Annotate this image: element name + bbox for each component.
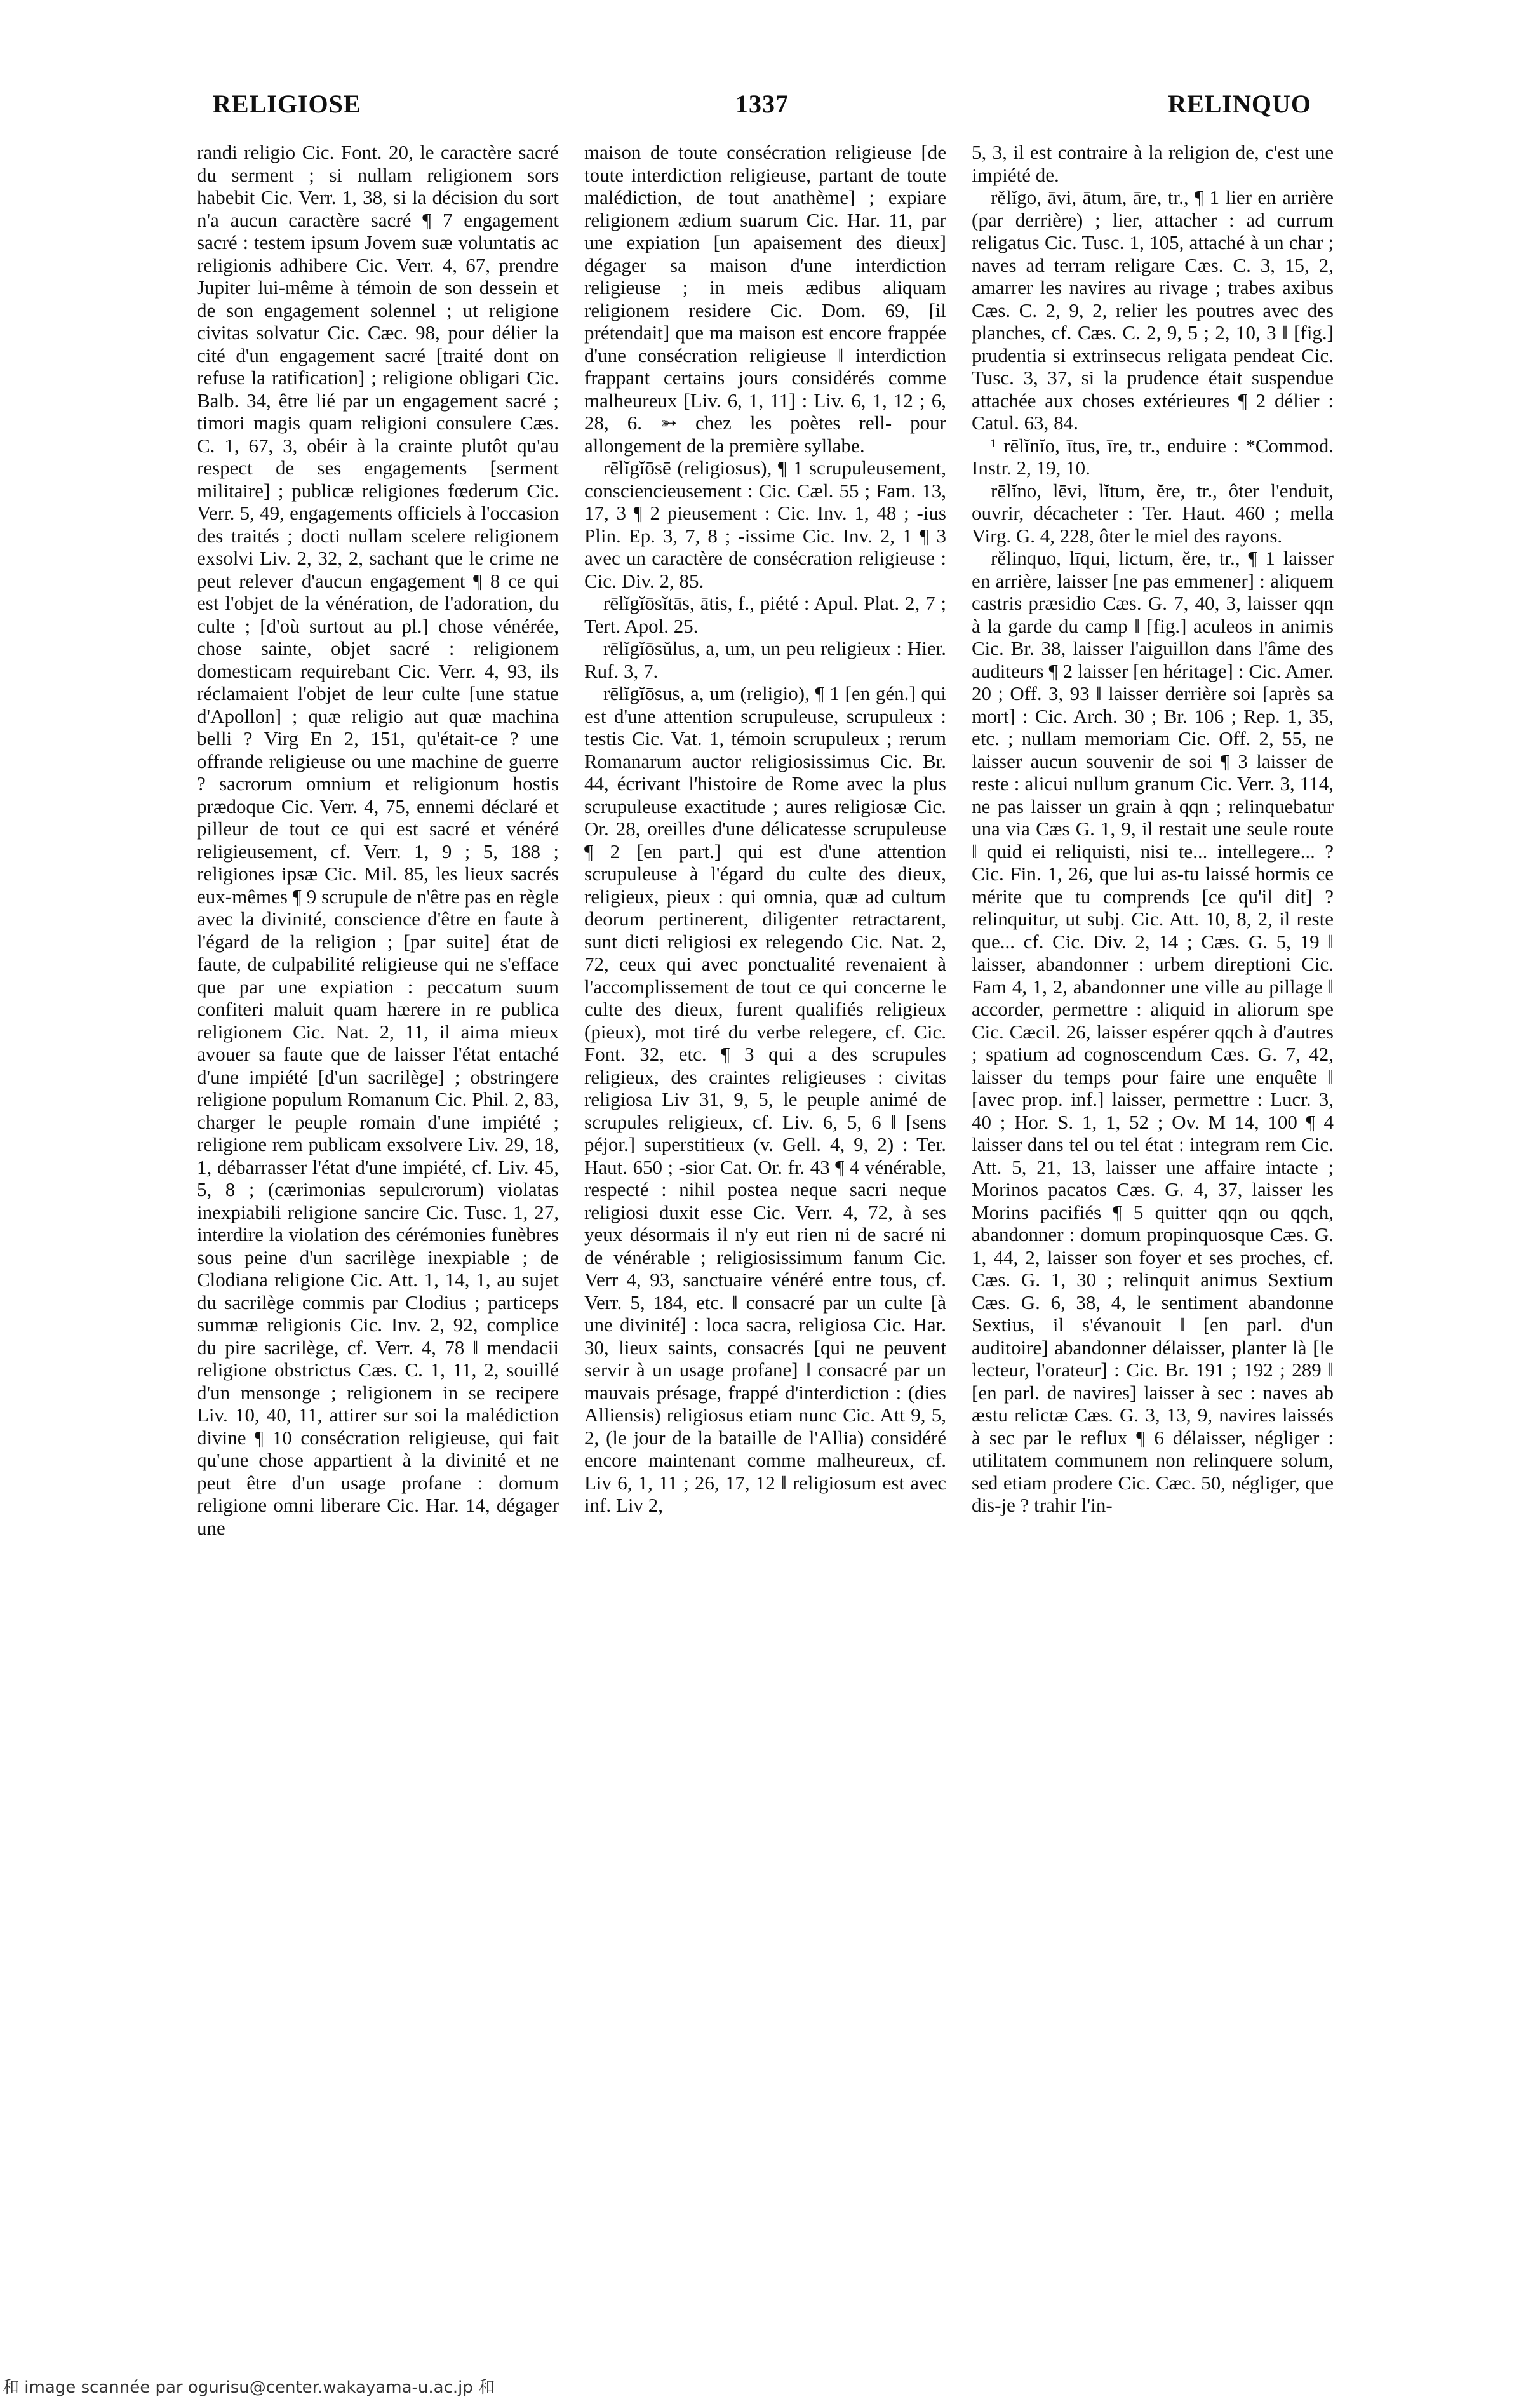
entry-continuation: 5, 3, il est contraire à la religion de, c'est une impiété de. [972,141,1334,186]
entry-continuation: maison de toute consécration religieuse [de toute interdiction religieuse, partant de toute malédiction, de tout anathème] ; expiare religionem ædium suarum Cic. Har. 11, par une expiation [un apaisement des dieux] dégager sa maison d'une interdiction religieuse ; in meis ædibus aliquam religionem residere Cic. Dom. 69, [il prétendait] que ma maison est encore frappée d'une consécration religieuse ‖ interdiction frappant certains jours considérés comme malheureux [Liv. 6, 1, 11] : Liv. 6, 1, 12 ; 6, 28, 6. ➳ chez les poètes rell- pour allongement de la première syllabe. [584,141,946,457]
page-number: 1337 [735,90,789,118]
entry-relinquo: rĕlinquo, līqui, lictum, ĕre, tr., ¶ 1 laisser en arrière, laisser [ne pas emmener] : aliquem castris præsidio Cæs. G. 7, 40, 3, laisser qqn à la garde du camp ‖ [fig.] aculeos in animis Cic. Br. 38, laisser l'aiguillon dans l'âme des auditeurs ¶ 2 laisser [en héritage] : Cic. Amer. 20 ; Off. 3, 93 ‖ laisser derrière soi [après sa mort] : Cic. Arch. 30 ; Br. 106 ; Rep. 1, 35, etc. ; nullam memoriam Cic. Off. 2, 55, ne laisser aucun souvenir de soi ¶ 3 laisser de reste : alicui nullum granum Cic. Verr. 3, 114, ne pas laisser un grain à qqn ; relinquebatur una via Cæs G. 1, 9, il restait une seule route ‖ quid ei reliquisti, nisi te... intellegere... ? Cic. Fin. 1, 26, que lui as-tu laissé hormis ce mérite que tu comprends [ce qu'il dit] ? relinquitur, ut subj. Cic. Att. 10, 8, 2, il reste que... cf. Cic. Div. 2, 14 ; Cæs. G. 5, 19 ‖ laisser, abandonner : urbem direptioni Cic. Fam 4, 1, 2, abandonner une ville au pillage ‖ accorder, permettre : aliquid in aliorum spe Cic. Cæcil. 26, laisser espérer qqch à d'autres ; spatium ad cognoscendum Cæs. G. 7, 42, laisser du temps pour faire une enquête ‖ [avec prop. inf.] laisser, permettre : Lucr. 3, 40 ; Hor. S. 1, 1, 52 ; Ov. M 14, 100 ¶ 4 laisser dans tel ou tel état : integram rem Cic. Att. 5, 21, 13, laisser une affaire intacte ; Morinos pacatos Cæs. G. 4, 37, laisser les Morins pacifiés ¶ 5 quitter qqn ou qqch, abandonner : domum propinquosque Cæs. G. 1, 44, 2, laisser son foyer et ses proches, cf. Cæs. G. 1, 30 ; relinquit animus Sextium Cæs. G. 6, 38, 4, le sentiment abandonne Sextius, il s'évanouit ‖ [en parl. d'un auditoire] abandonner délaisser, planter là [le lecteur, l'orateur] : Cic. Br. 191 ; 192 ; 289 ‖ [en parl. de navires] laisser à sec : naves ab æstu relictæ Cæs. G. 3, 13, 9, navires laissés à sec par le reflux ¶ 6 délaisser, négliger : utilitatem communem non relinquere solum, sed etiam prodere Cic. Cæc. 50, négliger, que dis-je ? trahir l'in- [972,547,1334,1516]
right-headword: RELINQUO [1168,90,1311,118]
text-columns [197,141,1334,2326]
entry-relinio: ¹ rēlĭnĭo, ītus, īre, tr., enduire : *Commod. Instr. 2, 19, 10. [972,434,1334,479]
running-head [213,89,1311,127]
entry-religo: rĕlĭgo, āvi, ātum, āre, tr., ¶ 1 lier en arrière (par derrière) ; lier, attacher : ad currum religatus Cic. Tusc. 1, 105, attaché à un char ; naves ad terram religare Cæs. C. 3, 15, 2, amarrer les navires au rivage ; trabes axibus Cæs. C. 2, 9, 2, relier les poutres avec des planches, cf. Cæs. C. 2, 9, 5 ; 2, 10, 3 ‖ [fig.] prudentia si extrinsecus religata pendeat Cic. Tusc. 3, 37, si la prudence était suspendue attachée aux choses extérieures ¶ 2 délier : Catul. 63, 84. [972,186,1334,434]
entry-relino: rēlĭno, lēvi, lĭtum, ĕre, tr., ôter l'enduit, ouvrir, décacheter : Ter. Haut. 460 ; mella Virg. G. 4, 228, ôter le miel des rayons. [972,479,1334,547]
entry-religiosus: rēlĭgĭōsus, a, um (religio), ¶ 1 [en gén.] qui est d'une attention scrupuleuse, scrupuleux : testis Cic. Vat. 1, témoin scrupuleux ; rerum Romanarum auctor religiosissimus Cic. Br. 44, écrivant l'histoire de Rome avec la plus scrupuleuse exactitude ; aures religiosæ Cic. Or. 28, oreilles d'une délicatesse scrupuleuse ¶ 2 [en part.] qui est d'une attention scrupuleuse à l'égard du culte des dieux, religieux, pieux : qui omnia, quæ ad cultum deorum pertinerent, diligenter retractarent, sunt dicti religiosi ex relegendo Cic. Nat. 2, 72, ceux qui avec ponctualité revenaient à l'accomplissement de tout ce qui concerne le culte des dieux, furent qualifiés religieux (pieux), mot tiré du verbe relegere, cf. Cic. Font. 32, etc. ¶ 3 qui a des scrupules religieux, des craintes religieuses : civitas religiosa Liv 31, 9, 5, le peuple animé de scrupules religieux, cf. Liv. 6, 5, 6 ‖ [sens péjor.] superstitieux (v. Gell. 4, 9, 2) : Ter. Haut. 650 ; -sior Cat. Or. fr. 43 ¶ 4 vénérable, respecté : nihil postea neque sacri neque religiosi duxit esse Cic. Verr. 4, 72, à ses yeux désormais il n'y eut rien ni de sacré ni de vénérable ; religiosissimum fanum Cic. Verr 4, 93, sanctuaire vénéré entre tous, cf. Verr. 5, 184, etc. ‖ consacré par un culte [à une divinité] : loca sacra, religiosa Cic. Har. 30, lieux saints, consacrés [qui ne peuvent servir à un usage profane] ‖ consacré par un mauvais présage, frappé d'interdiction : (dies Alliensis) religiosus etiam nunc Cic. Att 9, 5, 2, (le jour de la bataille de l'Allia) considéré encore maintenant comme malheureux, cf. Liv 6, 1, 11 ; 26, 17, 12 ‖ religiosum est avec inf. Liv 2, [584,682,946,1516]
column-left [197,141,559,2326]
scan-footer: 和 image scannée par ogurisu@center.wakayama-u.ac.jp 和 [3,2378,495,2397]
entry-religiosulus: rēlĭgĭōsŭlus, a, um, un peu religieux : Hier. Ruf. 3, 7. [584,637,946,682]
entry-religiositas: rēlĭgĭōsĭtās, ātis, f., piété : Apul. Plat. 2, 7 ; Tert. Apol. 25. [584,592,946,637]
column-right [972,141,1334,2326]
entry-religiose: rēlĭgĭōsē (religiosus), ¶ 1 scrupuleusement, consciencieusement : Cic. Cæl. 55 ; Fam. 13, 17, 3 ¶ 2 pieusement : Cic. Inv. 1, 48 ; -ius Plin. Ep. 3, 7, 8 ; -issime Cic. Inv. 2, 1 ¶ 3 avec un caractère de consécration religieuse : Cic. Div. 2, 85. [584,457,946,592]
entry-continuation: randi religio Cic. Font. 20, le caractère sacré du serment ; si nullam religionem sors habebit Cic. Verr. 1, 38, si la décision du sort n'a aucun caractère sacré ¶ 7 engagement sacré : testem ipsum Jovem suæ voluntatis ac religionis adhibere Cic. Verr. 4, 67, prendre Jupiter lui-même à témoin de son dessein et de son engagement solennel ; ut religione civitas solvatur Cic. Cæc. 98, pour délier la cité d'un engagement sacré [traité dont on refuse la ratification] ; religione obligari Cic. Balb. 34, être lié par un engagement sacré ; timori magis quam religioni consulere Cæs. C. 1, 67, 3, obéir à la crainte plutôt qu'au respect de ses engagements [serment militaire] ; publicæ religiones fœderum Cic. Verr. 5, 49, engagements officiels à l'occasion des traités ; docti nullam scelere religionem exsolvi Liv. 2, 32, 2, sachant que le crime ne peut relever d'aucun engagement ¶ 8 ce qui est l'objet de la vénération, de l'adoration, du culte ; [d'où surtout au pl.] chose vénérée, chose sainte, objet sacré : religionem domesticam requirebant Cic. Verr. 4, 93, ils réclamaient l'objet de leur culte [une statue d'Apollon] ; quæ religio aut quæ machina belli ? Virg En 2, 151, qu'était-ce ? une offrande religieuse ou une machine de guerre ? sacrorum omnium et religionum hostis prædoque Cic. Verr. 4, 75, ennemi déclaré et pilleur de tout ce qui est sacré et vénéré religieusement, cf. Verr. 1, 9 ; 5, 188 ; religiones ipsæ Cic. Mil. 85, les lieux sacrés eux-mêmes ¶ 9 scrupule de n'être pas en règle avec la divinité, conscience d'être en faute à l'égard de la religion ; [par suite] état de faute, de culpabilité religieuse qui ne s'efface que par une expiation : peccatum suum confiteri maluit quam hærere in re publica religionem Cic. Nat. 2, 11, il aima mieux avouer sa faute que de laisser l'état entaché d'une impiété [d'un sacrilège] ; obstringere religione populum Romanum Cic. Phil. 2, 83, charger le peuple romain d'une impiété ; religione rem publicam exsolvere Liv. 29, 18, 1, débarrasser l'état d'une impiété, cf. Liv. 45, 5, 8 ; (cærimonias sepulcrorum) violatas inexpiabili religione sancire Cic. Tusc. 1, 27, interdire la violation des cérémonies funèbres sous peine d'un sacrilège inexpiable ; de Clodiana religione Cic. Att. 1, 14, 1, au sujet du sacrilège commis par Clodius ; particeps summæ religionis Cic. Inv. 2, 92, complice du pire sacrilège, cf. Verr. 4, 78 ‖ mendacii religione obstrictus Cæs. C. 1, 11, 2, souillé d'un mensonge ; religionem in se recipere Liv. 10, 40, 11, attirer sur soi la malédiction divine ¶ 10 consécration religieuse, qui fait qu'une chose appartient à la divinité et ne peut être d'un usage profane : domum religione omni liberare Cic. Har. 14, dégager une [197,141,559,1539]
column-middle [584,141,946,2326]
left-headword: RELIGIOSE [213,90,361,118]
